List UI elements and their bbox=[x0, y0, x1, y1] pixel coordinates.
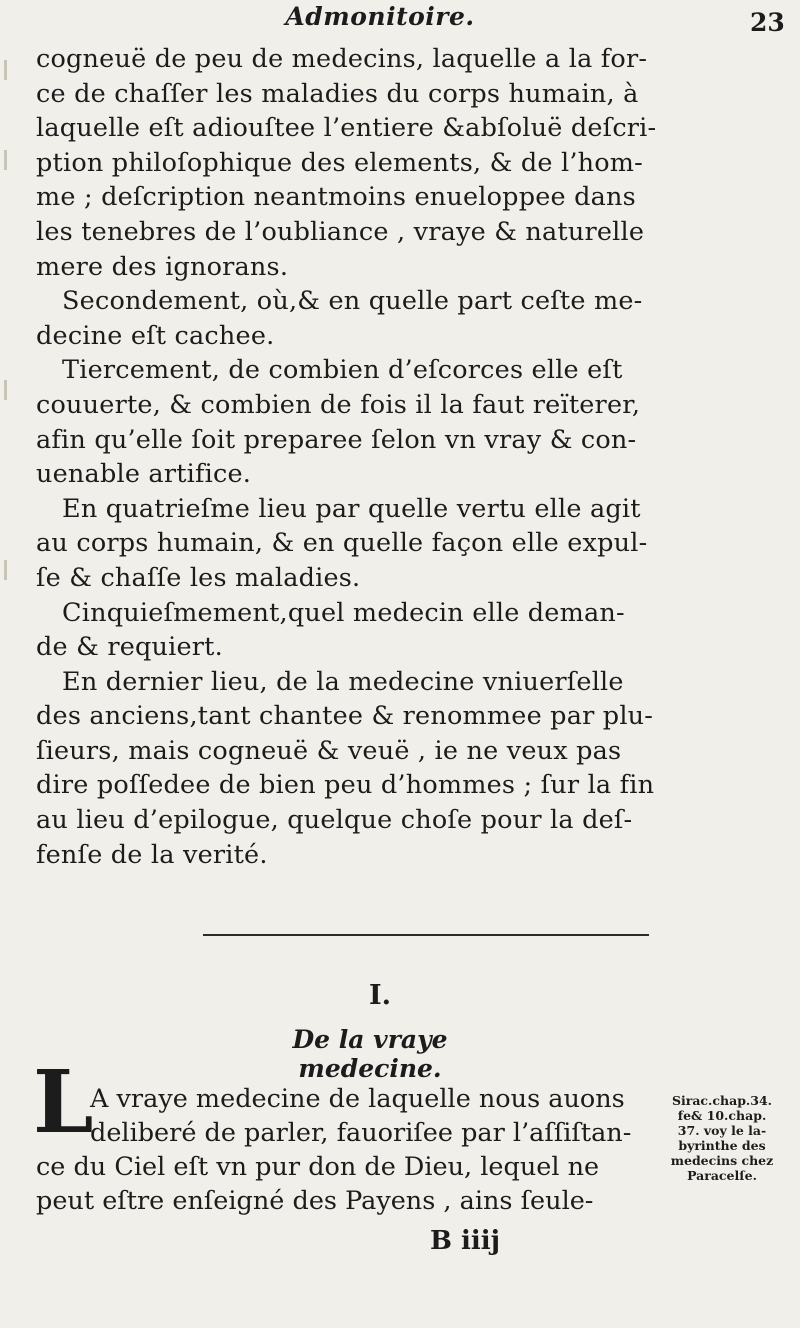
running-title: Admonitoire. bbox=[285, 2, 475, 31]
text-line: Tiercement, de combien d’eſcorces elle eſt bbox=[62, 355, 623, 386]
margin-note-line: Paracelſe. bbox=[687, 1168, 757, 1183]
margin-note-line: byrinthe des bbox=[678, 1138, 766, 1153]
drop-cap: L bbox=[33, 1052, 94, 1153]
text-line: les tenebres de l’oubliance , vraye & naturelle bbox=[36, 216, 645, 247]
section-title: De la vraye medecine. bbox=[292, 1025, 448, 1083]
text-line: au lieu d’epilogue, quelque choſe pour la deſ- bbox=[36, 805, 633, 836]
margin-note-line: fe& 10.chap. bbox=[677, 1108, 767, 1123]
text-line: ſieurs, mais cogneuë & veuë , ie ne veux pas bbox=[36, 735, 622, 766]
text-line: mere des ignorans. bbox=[36, 251, 289, 282]
text-line: En quatrieſme lieu par quelle vertu elle agit bbox=[62, 493, 641, 524]
page-edge-mark bbox=[4, 150, 7, 170]
margin-note-line: medecins chez bbox=[670, 1153, 774, 1168]
page-edge-mark bbox=[4, 60, 7, 80]
text-line: Secondement, où,& en quelle part ceſte me- bbox=[62, 286, 643, 317]
text-line: couuerte, & combien de fois il la faut reïterer, bbox=[36, 389, 641, 420]
text-line: de & requiert. bbox=[36, 632, 223, 663]
page-edge-mark bbox=[4, 560, 7, 580]
margin-note bbox=[652, 1093, 792, 1183]
signature-mark: B iiij bbox=[430, 1226, 501, 1256]
text-line: Cinquieſmement,quel medecin elle deman- bbox=[62, 597, 625, 628]
text-line: des anciens,tant chantee & renommee par plu- bbox=[36, 701, 654, 732]
text-line: uenable artifice. bbox=[36, 459, 252, 490]
section-line-3: ce du Ciel eſt vn pur don de Dieu, lequel ne bbox=[36, 1152, 600, 1182]
text-line: ſe & chaſſe les maladies. bbox=[36, 562, 361, 593]
text-line: ption philoſophique des elements, & de l’hom- bbox=[36, 147, 643, 178]
text-line: decine eſt cachee. bbox=[36, 320, 275, 351]
text-line: afin qu’elle ſoit preparee ſelon vn vray & con- bbox=[36, 424, 637, 455]
text-line: laquelle eſt adiouſtee l’entiere &abſoluë deſcri- bbox=[36, 113, 657, 144]
section-line-1: A vraye medecine de laquelle nous auons bbox=[90, 1084, 625, 1114]
text-line: ce de chaſſer les maladies du corps humain, à bbox=[36, 78, 639, 109]
page-number: 23 bbox=[750, 8, 785, 37]
text-line: En dernier lieu, de la medecine vniuerſelle bbox=[62, 666, 624, 697]
page-edge-mark bbox=[4, 380, 7, 400]
margin-note-line: 37. voy le la- bbox=[677, 1123, 767, 1138]
text-line: me ; deſcription neantmoins enueloppee dans bbox=[36, 182, 636, 213]
section-rule bbox=[203, 934, 649, 936]
text-line: cogneuë de peu de medecins, laquelle a la for- bbox=[36, 44, 648, 74]
section-line-4: peut eſtre enſeigné des Payens , ains ſeule- bbox=[36, 1186, 594, 1216]
text-line: au corps humain, & en quelle façon elle expul- bbox=[36, 528, 648, 559]
section-number: I. bbox=[368, 980, 392, 1011]
text-line: fenſe de la verité. bbox=[36, 839, 268, 870]
body-text bbox=[36, 42, 657, 872]
margin-note-line: Sirac.chap.34. bbox=[671, 1093, 773, 1108]
section-line-2: deliberé de parler, fauoriſee par l’aſſiſtan- bbox=[90, 1118, 632, 1148]
text-line: dire poſſedee de bien peu d’hommes ; ſur la fin bbox=[36, 770, 655, 801]
